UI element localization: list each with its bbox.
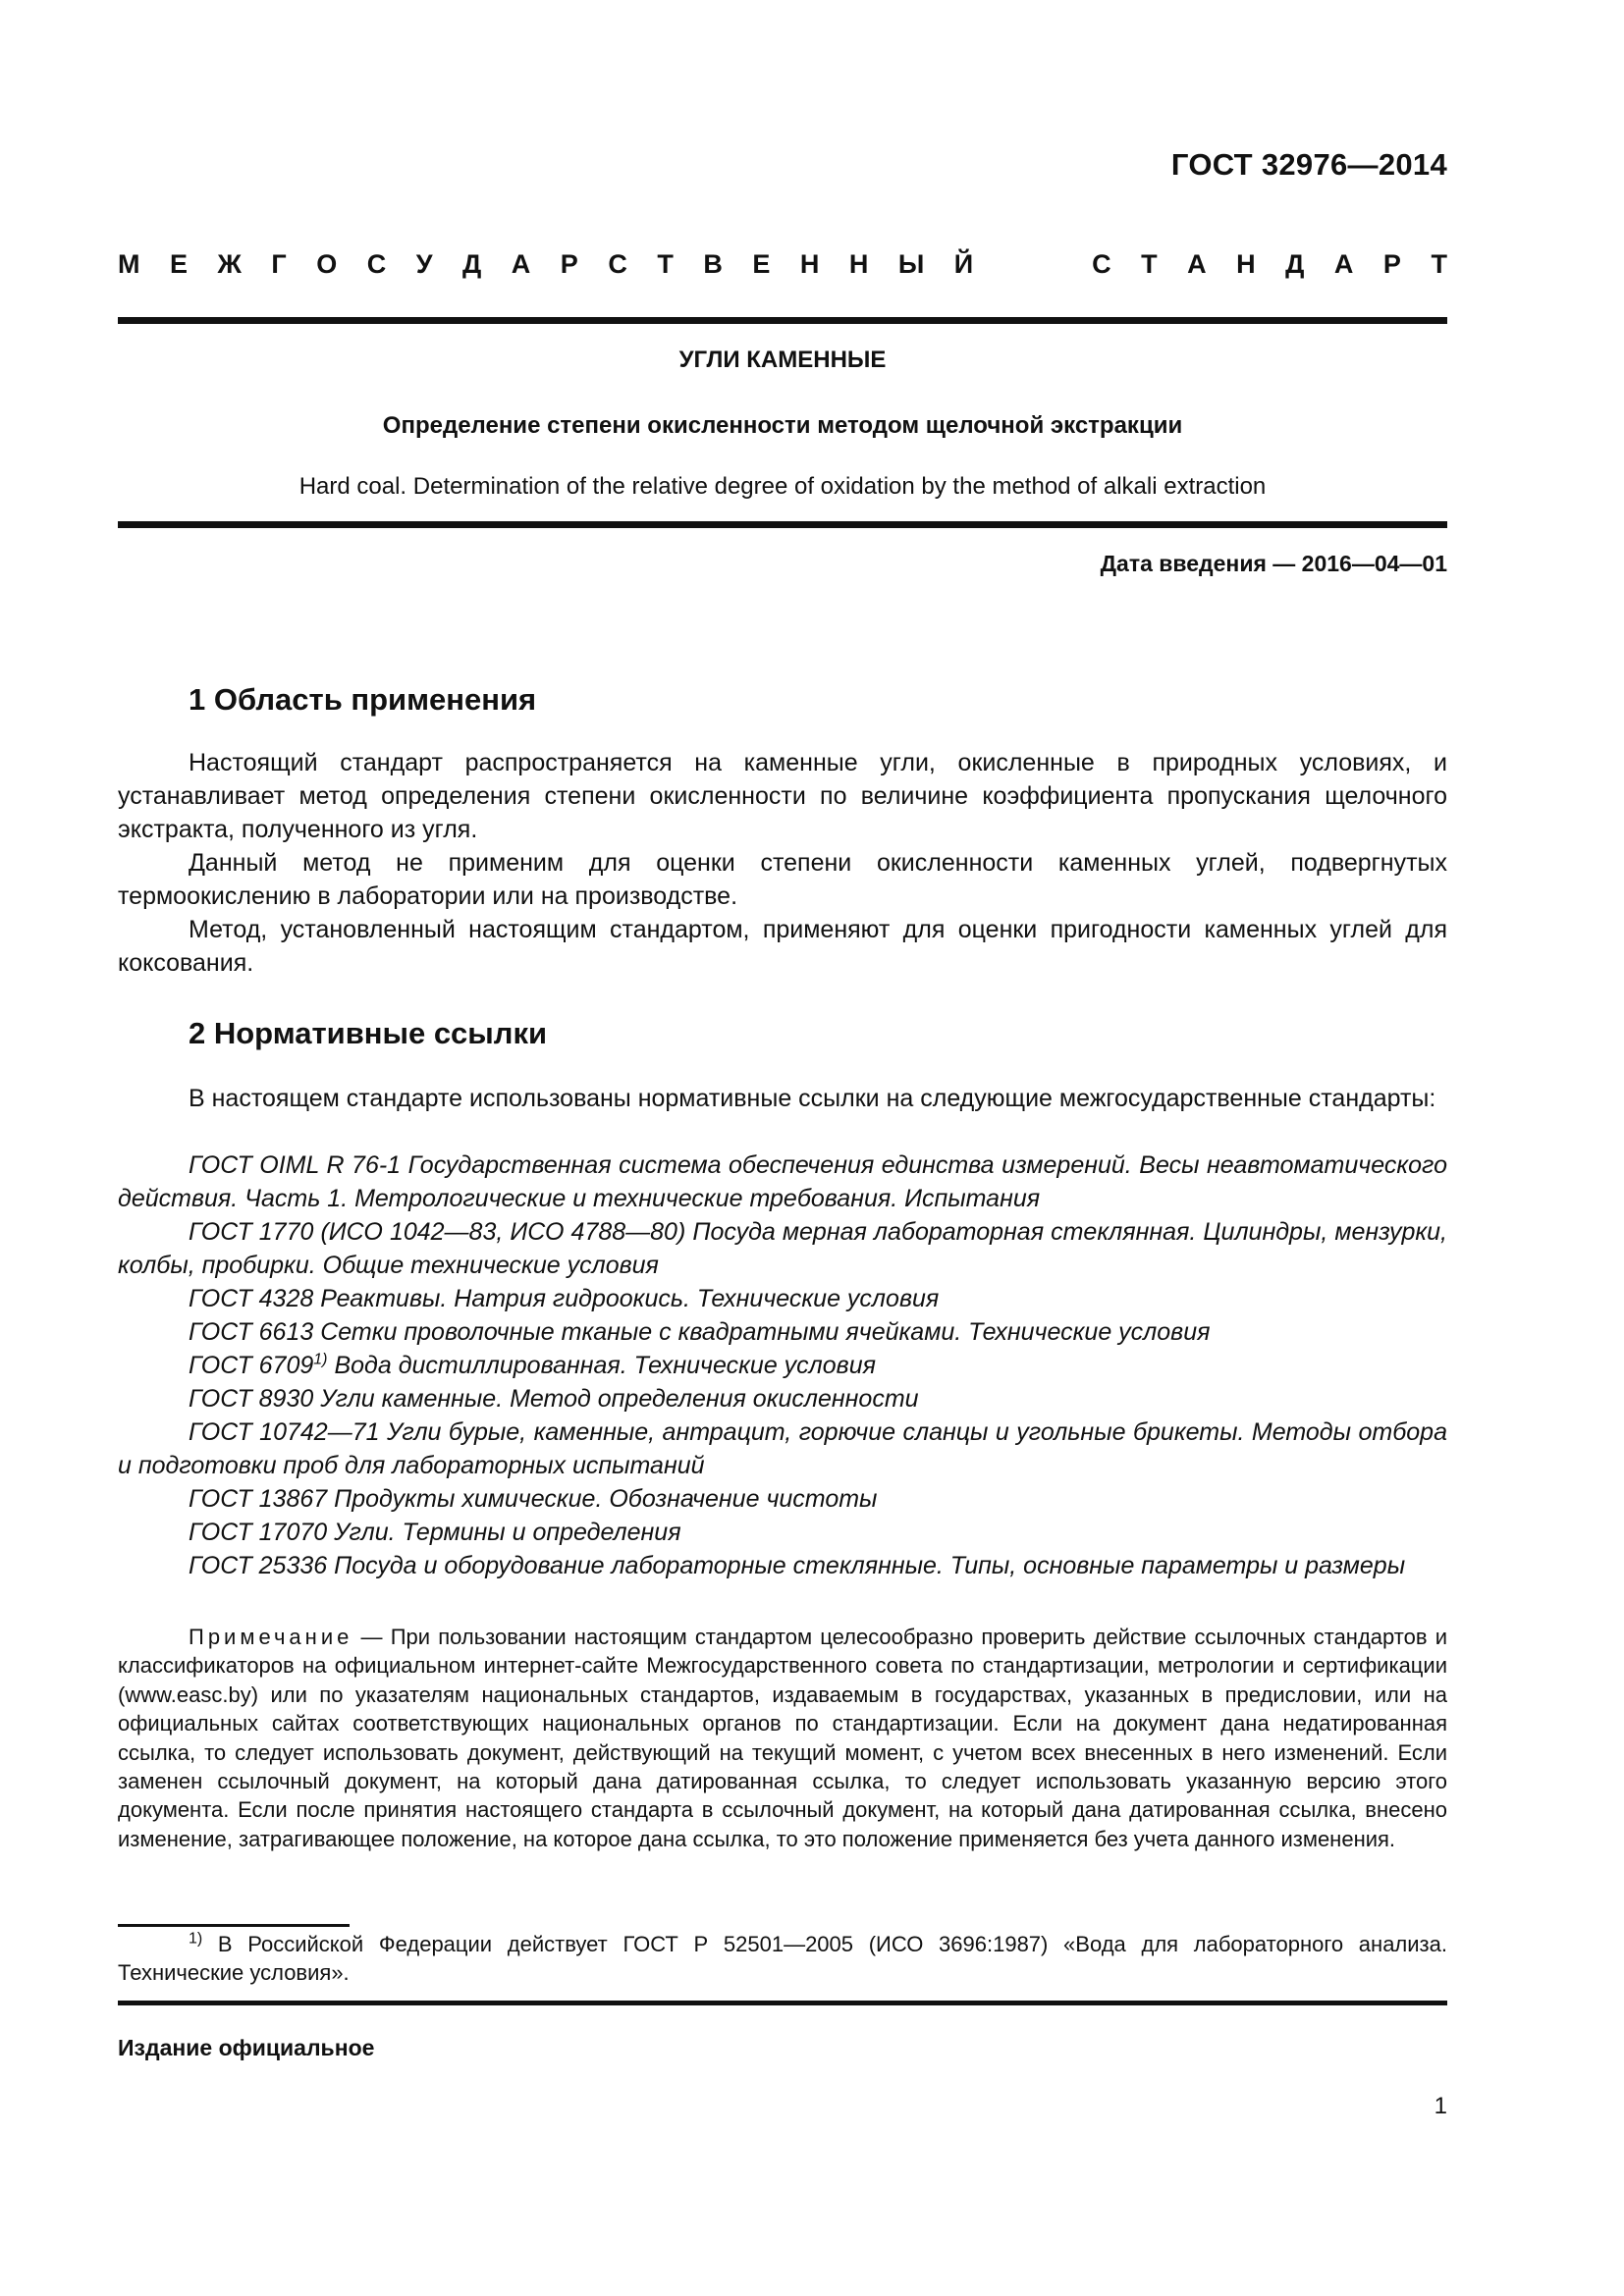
banner-letter: О [316,249,338,279]
section-2-heading: 2 Нормативные ссылки [189,1016,548,1050]
banner-letter: С [608,249,627,279]
banner-letter: Н [799,249,820,279]
banner-letter: В [703,249,723,279]
section-1-paragraph: Данный метод не применим для оценки степени окисленности каменных углей, подвергнутых термоокислению в лаборатории или на производстве. [118,849,1447,910]
standard-type-banner [118,249,1447,280]
document-page [118,0,1447,2296]
banner-letter: Т [657,249,674,279]
banner-letter: А [1333,249,1354,279]
section-1-paragraph: Настоящий стандарт распространяется на каменные угли, окисленные в природных условиях, и устанавливает метод определения степени окисленности по величине коэффициента пропускания щелочного экстракта, полученного из угля. [118,749,1447,843]
banner-letter: С [1092,249,1111,279]
footnote-number: 1) [189,1930,203,1948]
footnote-text: В Российской Федерации действует ГОСТ Р 52501—2005 (ИСО 3696:1987) «Вода для лабораторного анализа. Технические условия». [118,1932,1447,1985]
banner-letter: Д [1285,249,1305,279]
banner-letter: Е [170,249,189,279]
reference-item: ГОСТ 25336 Посуда и оборудование лабораторные стеклянные. Типы, основные параметры и размеры [189,1552,1406,1579]
banner-letter: Р [560,249,578,279]
reference-item: ГОСТ 1770 (ИСО 1042—83, ИСО 4788—80) Посуда мерная лабораторная стеклянная. Цилиндры, мензурки, колбы, пробирки. Общие технические условия [118,1218,1447,1279]
banner-letter: Т [1431,249,1447,279]
standard-number: ГОСТ 32976—2014 [1170,147,1447,182]
note-block [118,1623,1447,1853]
banner-letter: Н [848,249,869,279]
reference-item: ГОСТ 17070 Угли. Термины и определения [189,1519,681,1546]
footnote [118,1930,1447,1987]
banner-letter: Д [462,249,482,279]
reference-code: ГОСТ 6709 [189,1352,314,1379]
reference-item: ГОСТ OIML R 76-1 Государственная система обеспечения единства измерений. Весы неавтоматического действия. Часть 1. Метрологические и технические требования. Испытания [118,1151,1447,1212]
banner-letter: Т [1141,249,1158,279]
reference-item: ГОСТ 8930 Угли каменные. Метод определения окисленности [189,1385,919,1413]
banner-letter: Е [752,249,771,279]
reference-item: ГОСТ 13867 Продукты химические. Обозначение чистоты [189,1485,878,1513]
reference-item-6709 [118,1349,1447,1382]
note-label: Примечание [189,1625,353,1649]
header-rule-top [118,317,1447,324]
banner-word-gap [1003,249,1062,280]
introduction-date: Дата введения — 2016—04—01 [1100,551,1447,576]
footnote-separator [118,1924,350,1927]
section-1-heading: 1 Область применения [189,682,537,717]
banner-letter: Й [953,249,974,279]
header-rule-bottom [118,521,1447,528]
note-text: — При пользовании настоящим стандартом целесообразно проверить действие ссылочных стандартов и классификаторов на официальном интернет-сайте Межгосударственного совета по стандартизации, метрологии и сертификации (www.easc.by) или по указателям национальных стандартов, издаваемым в государствах, указанных в предисловии, или на официальных сайтах соответствующих национальных органов по стандартизации. Если на документ дана недатированная ссылка, то следует использовать документ, действующий на текущий момент, с учетом всех внесенных в него изменений. Если заменен ссылочный документ, на который дана датированная ссылка, то следует использовать указанную версию этого документа. Если после принятия настоящего стандарта в ссылочный документ, на который дана датированная ссылка, внесено изменение, затрагивающее положение, на которое дана ссылка, то это положение применяется без учета данного изменения. [118,1625,1447,1851]
banner-letter: М [118,249,140,279]
reference-item: ГОСТ 6613 Сетки проволочные тканые с квадратными ячейками. Технические условия [189,1318,1211,1346]
banner-letter: Г [271,249,287,279]
banner-letter: Н [1236,249,1256,279]
banner-letter: С [366,249,387,279]
reference-item: ГОСТ 4328 Реактивы. Натрия гидроокись. Технические условия [189,1285,940,1312]
reference-text: Вода дистиллированная. Технические условия [327,1352,876,1379]
page-number: 1 [1434,2093,1447,2119]
official-edition-label: Издание официальное [118,2035,375,2060]
document-title: УГЛИ КАМЕННЫЕ [678,347,887,373]
banner-letter: У [415,249,433,279]
normative-references-list [118,1148,1447,1582]
document-subtitle: Определение степени окисленности методом щелочной экстракции [382,412,1183,439]
reference-item: ГОСТ 10742—71 Угли бурые, каменные, антрацит, горючие сланцы и угольные брикеты. Методы отбора и подготовки проб для лабораторных испытаний [118,1418,1447,1479]
section-1-paragraph: Метод, установленный настоящим стандартом, применяют для оценки пригодности каменных углей для коксования. [118,916,1447,977]
banner-letter: А [1187,249,1207,279]
document-title-english: Hard coal. Determination of the relative degree of oxidation by the method of alkali extraction [298,473,1267,500]
footnote-mark[interactable]: 1) [313,1351,328,1368]
section-2-intro: В настоящем стандарте использованы нормативные ссылки на следующие межгосударственные стандарты: [189,1085,1436,1112]
banner-letter: Ы [897,249,925,279]
banner-letter: Ж [217,249,242,279]
footer-rule [118,2001,1447,2005]
banner-letter: Р [1382,249,1401,279]
banner-letter: А [511,249,531,279]
